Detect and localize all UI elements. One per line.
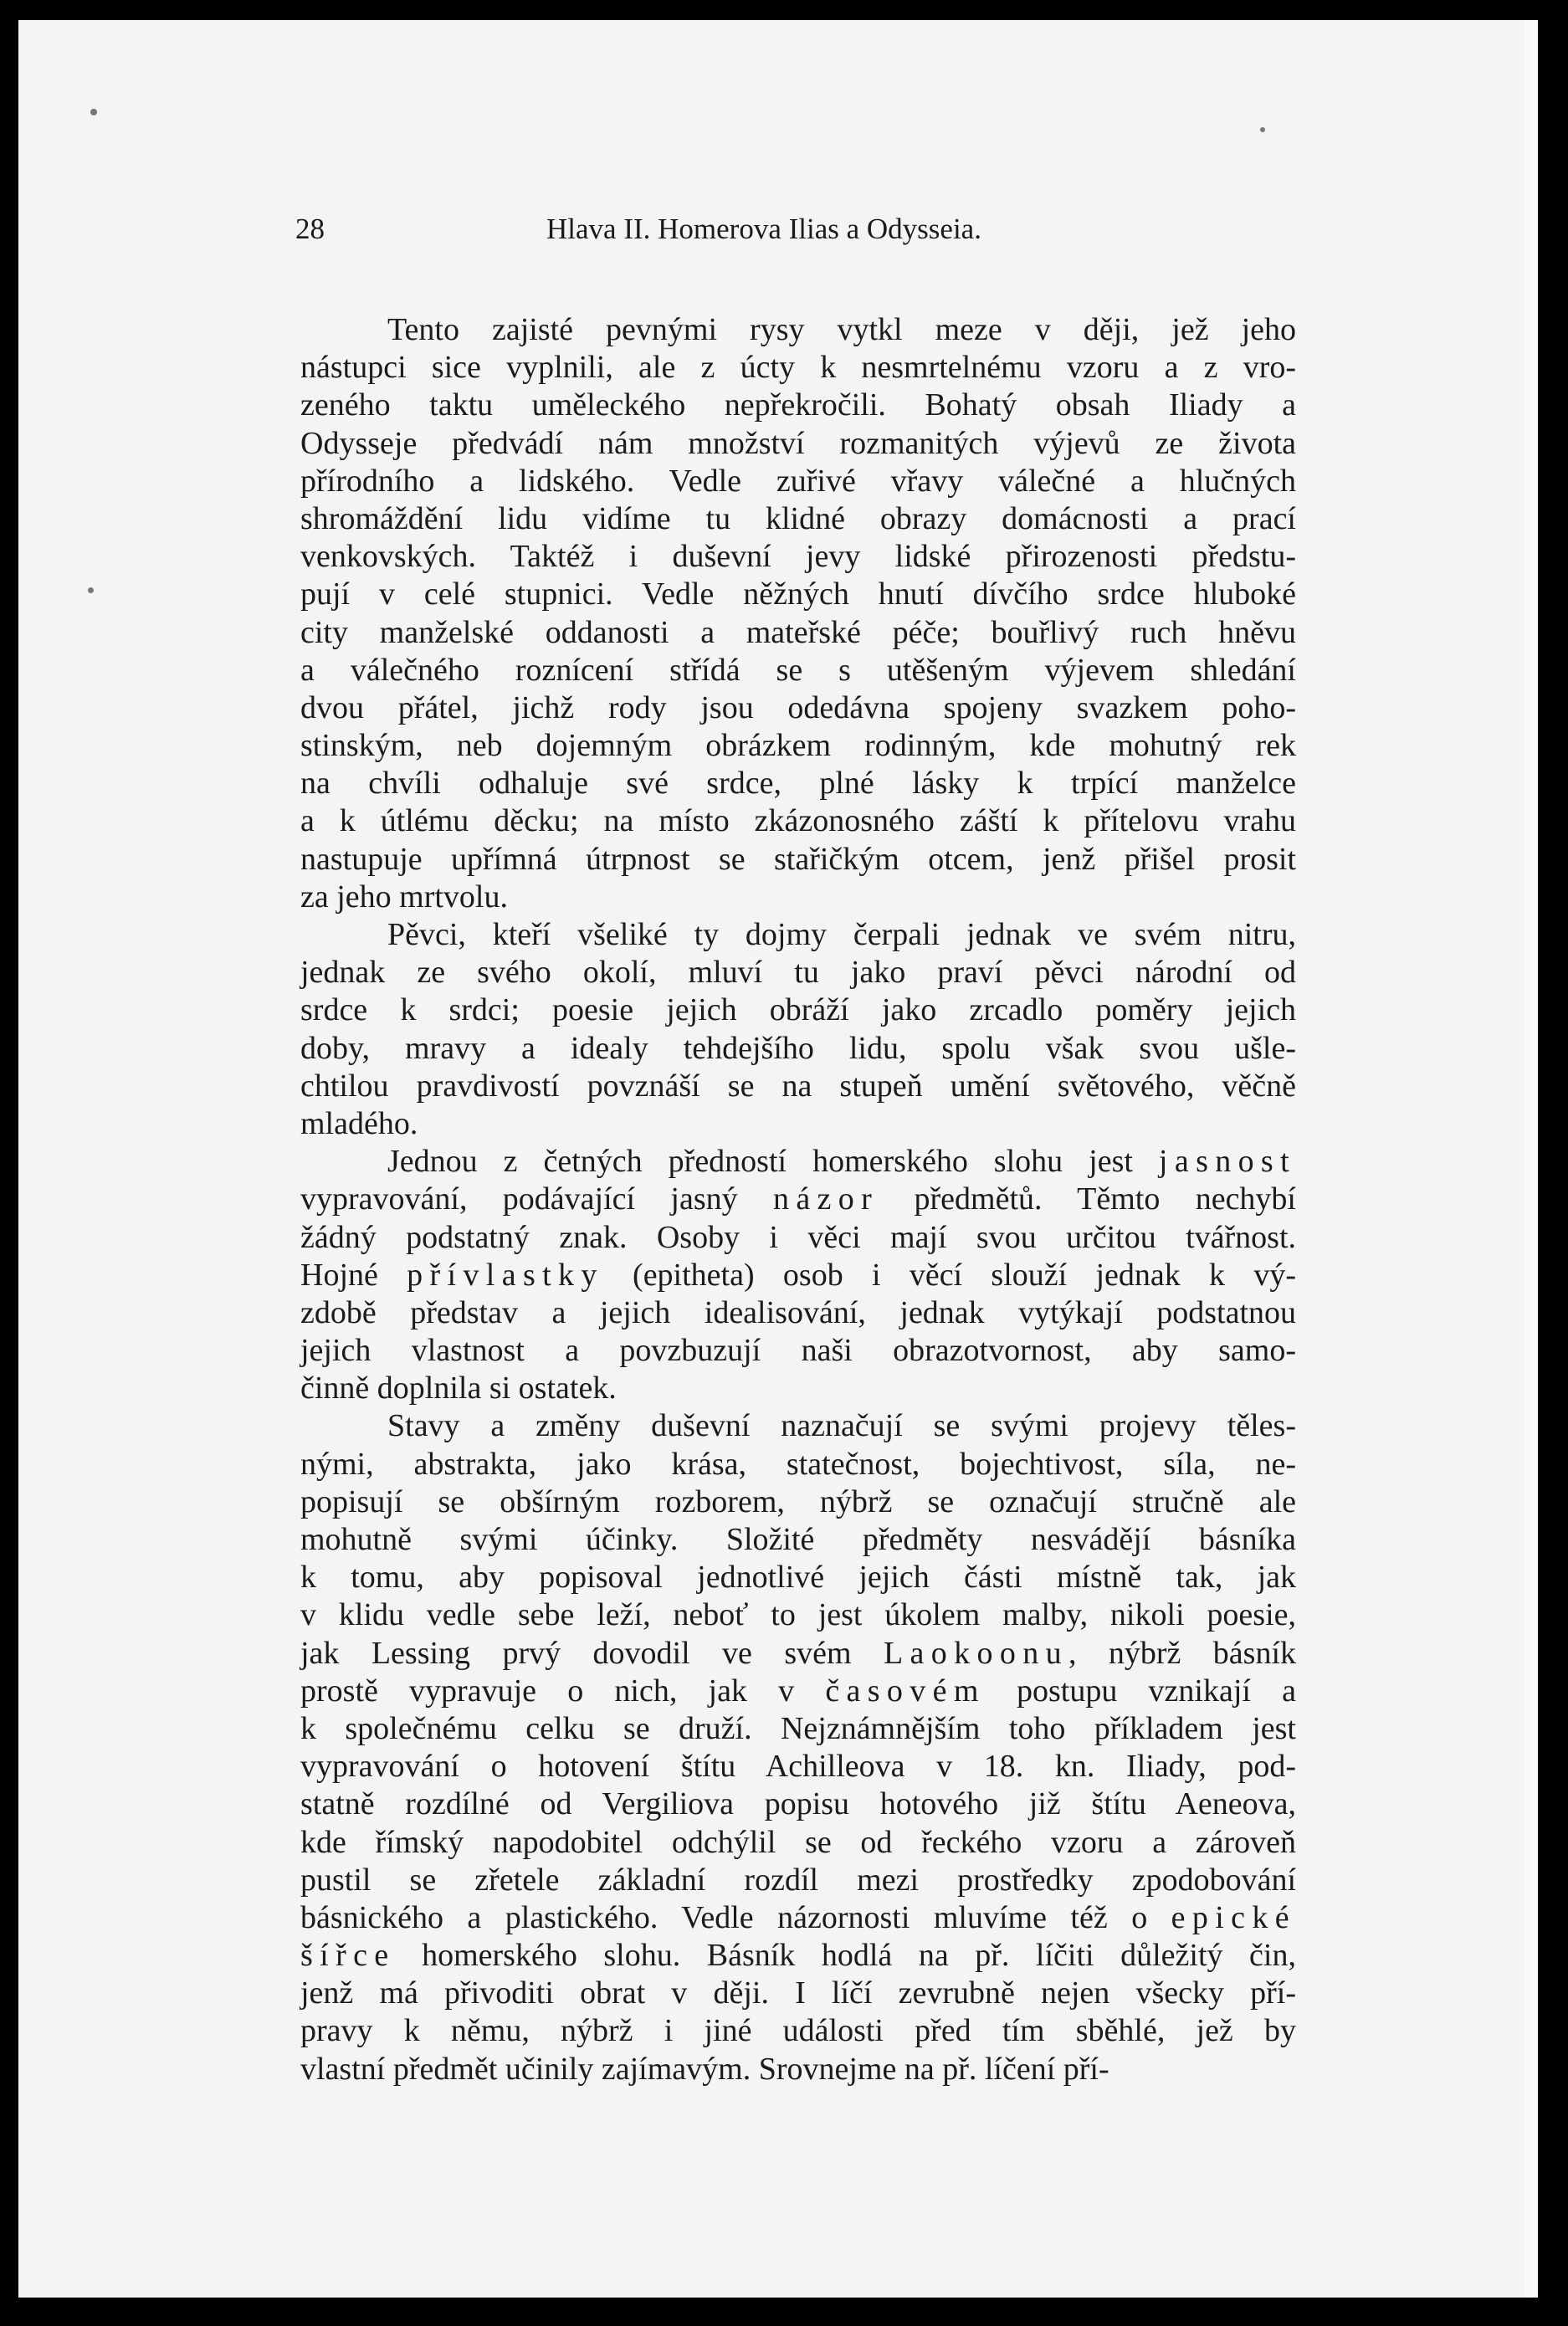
text-line bbox=[300, 727, 1296, 765]
text-segment: doby, mravy a idealy tehdejšího lidu, spolu však svou ušle- bbox=[300, 1030, 1296, 1066]
text-segment: homerského slohu. Básník hodlá na př. líčiti důležitý čin, bbox=[395, 1938, 1296, 1974]
text-line bbox=[300, 1483, 1296, 1521]
text-segment: shromáždění lidu vidíme tu klidné obrazy domácnosti a prací bbox=[300, 500, 1296, 536]
emphasized-term: přívlastky bbox=[407, 1257, 604, 1293]
paragraph bbox=[300, 916, 1296, 1143]
text-line bbox=[300, 463, 1296, 500]
text-segment: a válečného roznícení střídá se s utěšeným výjevem shledání bbox=[300, 652, 1296, 688]
text-segment: Jednou z četných předností homerského slohu jest bbox=[387, 1144, 1159, 1180]
text-segment: Stavy a změny duševní naznačují se svými projevy těles- bbox=[387, 1408, 1296, 1444]
text-segment: city manželské oddanosti a mateřské péče; bouřlivý ruch hněvu bbox=[300, 614, 1296, 650]
text-line bbox=[300, 1748, 1296, 1785]
text-line bbox=[300, 1673, 1296, 1710]
text-segment: venkovských. Taktéž i duševní jevy lidské přirozenosti předstu- bbox=[300, 539, 1296, 575]
text-line bbox=[300, 1899, 1296, 1937]
text-segment: Pěvci, kteří všeliké ty dojmy čerpali jednak ve svém nitru, bbox=[387, 917, 1296, 952]
text-segment: zdobě představ a jejich idealisování, jednak vytýkají podstatnou bbox=[300, 1294, 1296, 1330]
text-segment: nými, abstrakta, jako krása, statečnost, bojechtivost, síla, ne- bbox=[300, 1446, 1296, 1482]
text-line bbox=[300, 1824, 1296, 1862]
text-segment: přírodního a lidského. Vedle zuřivé vřavy válečné a hlučných bbox=[300, 463, 1296, 499]
text-segment: jenž má přivoditi obrat v ději. I líčí zevrubně nejen všecky pří- bbox=[300, 1975, 1296, 2011]
print-speck bbox=[90, 109, 97, 115]
text-line bbox=[300, 1332, 1296, 1370]
text-line bbox=[300, 689, 1296, 727]
text-segment: předmětů. Těmto nechybí bbox=[879, 1181, 1296, 1217]
text-segment: prostě vypravuje o nich, jak v bbox=[300, 1673, 826, 1709]
text-line bbox=[300, 1975, 1296, 2012]
text-line bbox=[300, 879, 1296, 916]
text-line bbox=[300, 2012, 1296, 2050]
text-segment: Hojné bbox=[300, 1257, 407, 1293]
text-segment: chtilou pravdivostí povznáší se na stupeň umění světového, věčně bbox=[300, 1068, 1296, 1104]
text-segment: dvou přátel, jichž rody jsou odedávna spojeny svazkem poho- bbox=[300, 689, 1296, 725]
page-number: 28 bbox=[295, 213, 325, 245]
print-speck bbox=[1260, 127, 1265, 132]
page-edge bbox=[1524, 20, 1538, 2298]
text-segment: (epitheta) osob i věcí slouží jednak k vý- bbox=[603, 1257, 1296, 1293]
text-segment: žádný podstatný znak. Osoby i věci mají svou určitou tvářnost. bbox=[300, 1219, 1296, 1255]
text-line bbox=[300, 1559, 1296, 1596]
text-segment: činně doplnila si ostatek. bbox=[300, 1370, 617, 1406]
text-line bbox=[300, 387, 1296, 424]
text-line bbox=[300, 1862, 1296, 1899]
emphasized-term: epické bbox=[1171, 1899, 1296, 1935]
print-speck bbox=[88, 587, 94, 593]
text-line bbox=[300, 1521, 1296, 1559]
paragraph bbox=[300, 1143, 1296, 1407]
text-segment: mladého. bbox=[300, 1105, 418, 1141]
text-segment: v klidu vedle sebe leží, neboť to jest úkolem malby, nikoli poesie, bbox=[300, 1597, 1296, 1633]
book-page bbox=[18, 20, 1524, 2298]
text-line bbox=[300, 1710, 1296, 1748]
text-segment: na chvíli odhaluje své srdce, plné lásky k trpící manželce bbox=[300, 766, 1296, 802]
emphasized-term: Laokoonu bbox=[883, 1635, 1068, 1671]
text-segment: zeného taktu uměleckého nepřekročili. Bohatý obsah Iliady a bbox=[300, 387, 1296, 423]
text-segment: pravy k němu, nýbrž i jiné události před tím sběhlé, jež by bbox=[300, 2013, 1296, 2049]
text-segment: , nýbrž básník bbox=[1068, 1635, 1296, 1671]
text-line bbox=[300, 1407, 1296, 1445]
text-line bbox=[300, 1030, 1296, 1068]
text-segment: nastupuje upřímná útrpnost se stařičkým otcem, jenž přišel prosit bbox=[300, 841, 1296, 877]
text-segment: kde římský napodobitel odchýlil se od řeckého vzoru a zároveň bbox=[300, 1824, 1296, 1860]
text-line bbox=[300, 1294, 1296, 1332]
text-line bbox=[300, 954, 1296, 991]
text-line bbox=[300, 1446, 1296, 1483]
text-line bbox=[300, 1143, 1296, 1181]
text-segment: básnického a plastického. Vedle názornosti mluvíme též o bbox=[300, 1899, 1171, 1935]
text-line bbox=[300, 765, 1296, 802]
text-line bbox=[300, 500, 1296, 538]
body-text bbox=[300, 311, 1296, 2088]
emphasized-term: názor bbox=[772, 1181, 879, 1217]
text-line bbox=[300, 916, 1296, 954]
text-line bbox=[300, 1635, 1296, 1673]
text-segment: vypravování, podávající jasný bbox=[300, 1181, 773, 1217]
text-segment: stinským, neb dojemným obrázkem rodinným, kde mohutný rek bbox=[300, 728, 1296, 764]
chapter-title: Hlava II. Homerova Ilias a Odysseia. bbox=[546, 213, 981, 245]
text-line bbox=[300, 1937, 1296, 1975]
text-line bbox=[300, 1105, 1296, 1143]
text-segment: Odysseje předvádí nám množství rozmanitých výjevů ze života bbox=[300, 425, 1296, 461]
text-line bbox=[300, 1596, 1296, 1634]
text-segment: statně rozdílné od Vergiliova popisu hotového již štítu Aeneova, bbox=[300, 1786, 1296, 1822]
text-line bbox=[300, 425, 1296, 463]
emphasized-term: jasnost bbox=[1158, 1144, 1296, 1180]
text-line bbox=[300, 652, 1296, 689]
text-segment: vypravování o hotovení štítu Achilleova v 18. kn. Iliady, pod- bbox=[300, 1749, 1296, 1785]
text-segment: vlastní předmět učinily zajímavým. Srovnejme na př. líčení pří- bbox=[300, 2051, 1109, 2087]
text-segment: jejich vlastnost a povzbuzují naši obrazotvornost, aby samo- bbox=[300, 1333, 1296, 1369]
text-line bbox=[300, 1257, 1296, 1294]
text-segment: pují v celé stupnici. Vedle něžných hnutí dívčího srdce hluboké bbox=[300, 576, 1296, 612]
text-segment: srdce k srdci; poesie jejich obráží jako zrcadlo poměry jejich bbox=[300, 992, 1296, 1028]
text-line bbox=[300, 2051, 1296, 2088]
text-segment: Tento zajisté pevnými rysy vytkl meze v ději, jež jeho bbox=[387, 312, 1296, 347]
text-segment: nástupci sice vyplnili, ale z úcty k nesmrtelnému vzoru a z vro- bbox=[300, 350, 1296, 386]
text-segment: za jeho mrtvolu. bbox=[300, 879, 508, 915]
text-line bbox=[300, 1068, 1296, 1105]
text-line bbox=[300, 1181, 1296, 1218]
text-line bbox=[300, 614, 1296, 652]
text-line bbox=[300, 349, 1296, 387]
text-line bbox=[300, 538, 1296, 576]
text-segment: postupu vznikají a bbox=[985, 1673, 1296, 1709]
text-segment: k společnému celku se druží. Nejznámnějším toho příkladem jest bbox=[300, 1710, 1296, 1746]
text-segment: a k útlému děcku; na místo zkázonosného záští k přítelovu vrahu bbox=[300, 803, 1296, 839]
text-segment: popisují se obšírným rozborem, nýbrž se označují stručně ale bbox=[300, 1483, 1296, 1519]
paragraph bbox=[300, 311, 1296, 916]
text-line bbox=[300, 1370, 1296, 1407]
paragraph bbox=[300, 1407, 1296, 2088]
text-line bbox=[300, 802, 1296, 840]
text-line bbox=[300, 1785, 1296, 1823]
emphasized-term: časovém bbox=[825, 1673, 986, 1709]
text-line bbox=[300, 311, 1296, 349]
text-segment: mohutně svými účinky. Složité předměty nesvádějí básníka bbox=[300, 1522, 1296, 1557]
text-segment: k tomu, aby popisoval jednotlivé jejich části místně tak, jak bbox=[300, 1560, 1296, 1596]
emphasized-term: šířce bbox=[300, 1938, 396, 1974]
text-line bbox=[300, 841, 1296, 879]
running-header bbox=[295, 213, 1299, 263]
text-segment: jak Lessing prvý dovodil ve svém bbox=[300, 1635, 884, 1671]
text-segment: pustil se zřetele základní rozdíl mezi prostředky zpodobování bbox=[300, 1862, 1296, 1898]
text-line bbox=[300, 576, 1296, 613]
text-line bbox=[300, 1219, 1296, 1257]
text-segment: jednak ze svého okolí, mluví tu jako praví pěvci národní od bbox=[300, 955, 1296, 991]
text-line bbox=[300, 991, 1296, 1029]
